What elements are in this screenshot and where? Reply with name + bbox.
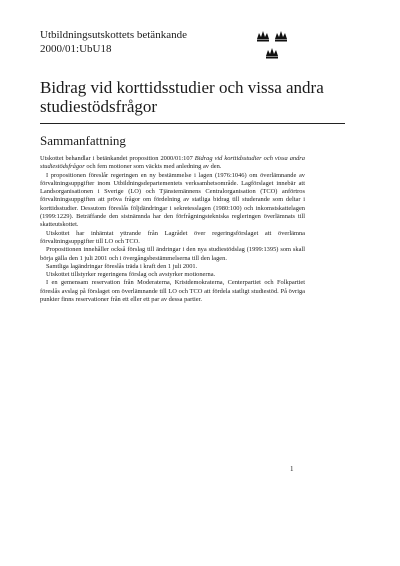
document-title: Bidrag vid korttidsstudier och vissa andra studiestödsfrågor [40, 78, 324, 116]
three-crowns-logo [255, 28, 291, 64]
page-number: 1 [290, 465, 294, 473]
paragraph-intro: Utskottet behandlar i betänkandet proposition 2000/01:107 Bidrag vid korttidsstudier och vissa andra studiestödsfrågor och fem motioner som väckts med anledning av den. [40, 155, 305, 171]
title-divider [40, 123, 345, 124]
committee-report-label: Utbildningsutskottets betänkande [40, 29, 187, 41]
report-number: 2000/01:UbU18 [40, 43, 112, 55]
paragraph: Utskottet har inhämtat yttrande från Lagrådet över regeringsförslaget att överlämna förvaltningsuppgifter till LO och TCO. [40, 229, 305, 245]
summary-body [40, 155, 305, 304]
paragraph: I propositionen föreslår regeringen en ny bestämmelse i lagen (1976:1046) om överlämnande av förvaltningsuppgifter inom Utbildningsdepartementets verksamhetsområde. Lagförslaget innebär att Landsorganisationen i Sverige (LO) och Tjänstemännens Centralorganisation (TCO) anförtros förvaltningsuppgiften att pröva frågor om fördelning av statliga bidrag till studerande som deltar i korttidsstudier. Dessutom föreslås följdändringar i sekretesslagen (1980:100) och inkomstskattelagen (1999:1229). Beträffande den sistnämnda har den förfrågningstekniska regleringen överlämnats till skatteutskottet. [40, 171, 305, 229]
document-header [40, 28, 187, 56]
section-heading: Sammanfattning [40, 133, 126, 148]
paragraph: Propositionen innehåller också förslag till ändringar i den nya studiestödslag (1999:1395) som skall börja gälla den 1 juli 2001 och i övergångsbestämmelserna till den lagen. [40, 246, 305, 262]
proposition-title: Bidrag vid korttidsstudier och vissa andra studiestödsfrågor [40, 155, 305, 171]
paragraph: I en gemensam reservation från Moderaterna, Kristdemokraterna, Centerpartiet och Folkpartiet föreslås avslag på förslaget om överlämnande till LO och TCO att fördela statligt studiestöd. På övriga punkter finns reservationer från ett eller ett par av dessa partier. [40, 279, 305, 304]
paragraph: Samtliga lagändringar föreslås träda i kraft den 1 juli 2001. [46, 262, 198, 270]
paragraph: Utskottet tillstyrker regeringens förslag och avstyrker motionerna. [46, 271, 216, 279]
